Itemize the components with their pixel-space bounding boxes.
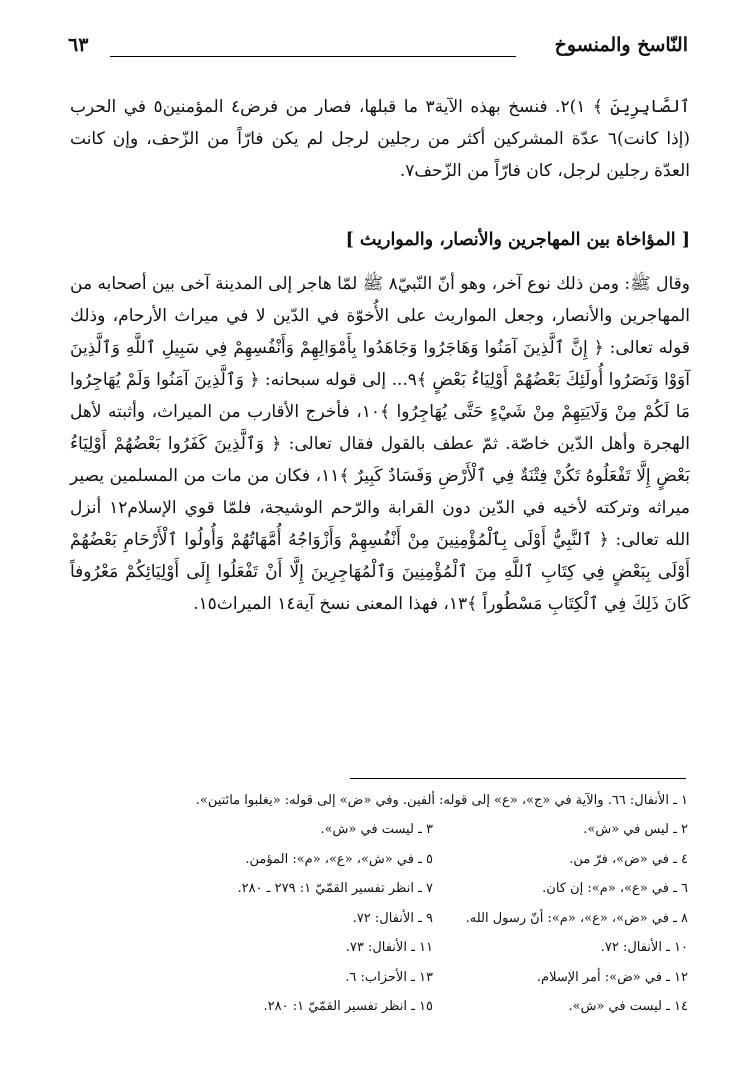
footnote-6: ٦ ـ في «ع»، «م»: إن كان. — [542, 881, 688, 896]
footnote-row — [120, 881, 688, 911]
footnote-14: ١٤ ـ ليست في «ش». — [568, 999, 688, 1014]
footnote-15: ١٥ ـ انظر تفسير القمّيّ ١: ٢٨٠. — [263, 999, 433, 1014]
footnote-12: ١٢ ـ في «ض»: أمر الإسلام. — [536, 969, 688, 985]
footnote-8: ٨ ـ في «ض»، «ع»، «م»: أنّ رسول الله. — [465, 910, 688, 926]
section-heading: [ المؤاخاة بين المهاجرين والأنصار، والمواريث ] — [345, 230, 690, 250]
footnote-row — [120, 999, 688, 1029]
footnote-row — [120, 940, 688, 970]
footnote-10: ١٠ ـ الأنفال: ٧٢. — [600, 940, 688, 955]
header-rule — [110, 56, 516, 57]
footnote-5: ٥ ـ في «ش»، «ع»، «م»: المؤمن. — [245, 851, 433, 867]
footnote-11: ١١ ـ الأنفال: ٧٣. — [345, 940, 433, 955]
footnote-rule — [350, 778, 686, 779]
footnote-1: ١ ـ الأنفال: ٦٦. والآية في «ج»، «ع» إلى قوله: ألفين. وفي «ض» إلى قوله: «يغلبوا مائتين». — [195, 793, 688, 808]
footnote-row — [120, 822, 688, 852]
paragraph-1: ٱلصَّابِرِينَ ﴾ ١)٢. فنسخ بهذه الآية٣ ما قبلها، فصار من فرض٤ المؤمنين٥ في الحرب (إذا كانت)٦ عدّة المشركين أكثر من رجلين لرجل لم يكن فارّاً من الزّحف، وإن كانت العدّة رجلين لرجل، كان فارّاً من الزّحف٧. — [70, 97, 690, 181]
footnote-13: ١٣ ـ الأحزاب: ٦. — [345, 969, 433, 985]
footnote-4: ٤ ـ في «ض»، فرّ من. — [569, 851, 688, 867]
footnote-3: ٣ ـ ليست في «ش». — [320, 822, 433, 837]
footnote-9: ٩ ـ الأنفال: ٧٢. — [352, 910, 433, 926]
footnote-row — [120, 852, 688, 882]
footnotes-grid — [120, 822, 688, 1046]
paragraph-2: وقال ﷺ: ومن ذلك نوع آخر، وهو أنّ النّبيّ٨ ﷺ لمّا هاجر إلى المدينة آخى بين أصحابه من المهاجرين والأنصار، وجعل المواريث على الأُخوّة في الدّين لا في ميراث الأرحام، وذلك قوله تعالى: ﴿ إِنَّ ٱلَّذِينَ آمَنُوا وَهَاجَرُوا وَجَاهَدُوا بِأَمْوَالِهِمْ وَأَنْفُسِهِمْ فِي سَبِيلِ ٱللَّهِ وَٱلَّذِينَ آوَوْا وَنَصَرُوا أُولَئِكَ بَعْضُهُمْ أَوْلِيَاءُ بَعْضٍ ﴾٩... إلى قوله سبحانه: ﴿ وَٱلَّذِينَ آمَنُوا وَلَمْ يُهَاجِرُوا مَا لَكُمْ مِنْ وَلَايَتِهِمْ مِنْ شَيْءٍ حَتَّى يُهَاجِرُوا ﴾١٠، فأخرج الأقارب من الميراث، وأثبته لأهل الهجرة وأهل الدّين خاصّة. ثمّ عطف بالقول فقال تعالى: ﴿ وَٱلَّذِينَ كَفَرُوا بَعْضُهُمْ أَوْلِيَاءُ بَعْضٍ إِلَّا تَفْعَلُوهُ تَكُنْ فِتْنَةٌ فِي ٱلْأَرْضِ وَفَسَادٌ كَبِيرٌ ﴾١١، فكان من مات من المسلمين يصير ميراثه وتركته لأخيه في الدّين دون القرابة والرّحم الوشيجة، فلمّا قوي الإسلام١٢ أنزل الله تعالى: ﴿ ٱلنَّبِيُّ أَوْلَى بِٱلْمُؤْمِنِينَ مِنْ أَنْفُسِهِمْ وَأَزْوَاجُهُ أُمَّهَاتُهُمْ وَأُولُوا ٱلْأَرْحَامِ بَعْضُهُمْ أَوْلَى بِبَعْضٍ فِي كِتَابِ ٱللَّهِ مِنَ ٱلْمُؤْمِنِينَ وَٱلْمُهَاجِرِينَ إِلَّا أَنْ تَفْعَلُوا إِلَى أَوْلِيَائِكُمْ مَعْرُوفاً كَانَ ذَلِكَ فِي ٱلْكِتَابِ مَسْطُوراً ﴾١٣، فهذا المعنى نسخ آية١٤ الميراث١٥. — [70, 274, 691, 614]
footnote-2: ٢ ـ ليس في «ش». — [583, 822, 688, 837]
footnote-7: ٧ ـ انظر تفسير القمّيّ ١: ٢٧٩ ـ ٢٨٠. — [237, 881, 433, 896]
footnote-row — [120, 911, 688, 941]
book-title: النّاسخ والمنسوخ — [554, 34, 688, 56]
footnote-row — [120, 970, 688, 1000]
page-number: ٦٣ — [68, 34, 89, 56]
running-header — [68, 34, 688, 64]
